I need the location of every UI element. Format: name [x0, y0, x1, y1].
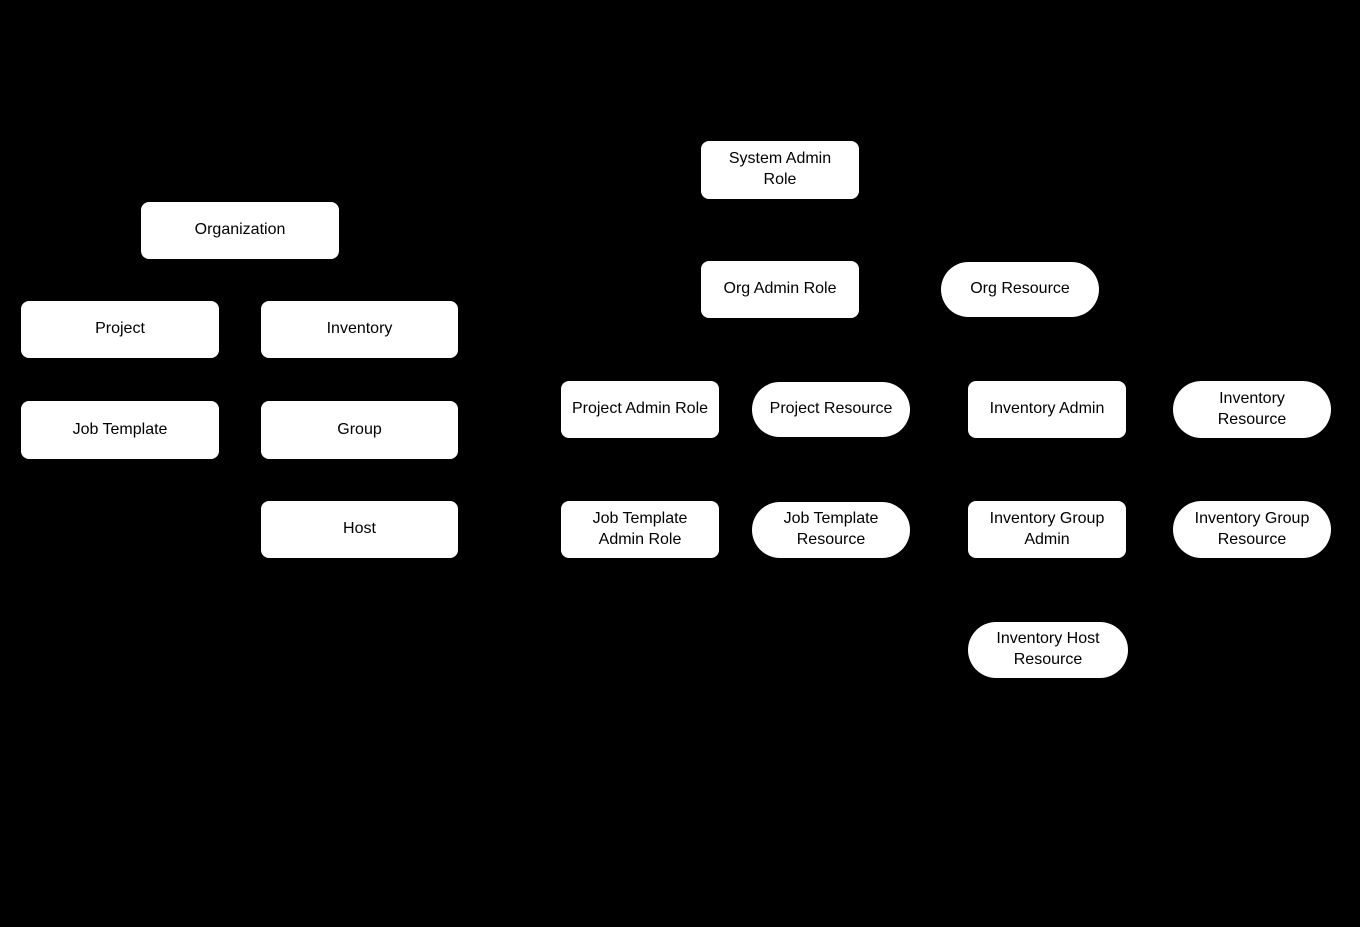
- diagram-node-label: Project Resource: [769, 400, 893, 418]
- diagram-node-job-template: [21, 401, 219, 459]
- diagram-node-inventory-admin: [968, 381, 1126, 438]
- diagram-node-inventory-group-admin: [968, 501, 1126, 558]
- diagram-node-label: Inventory Resource: [1217, 389, 1287, 428]
- diagram-node-label: Inventory Host Resource: [996, 630, 1100, 668]
- diagram-node-job-template-admin-role: [561, 501, 719, 558]
- diagram-node-host: [261, 501, 458, 558]
- diagram-node-project: [21, 301, 219, 358]
- diagram-node-organization: [141, 202, 339, 259]
- diagram-node-org-resource: [941, 262, 1099, 317]
- diagram-node-label: Organization: [194, 221, 286, 239]
- diagram-node-label: Org Resource: [970, 280, 1070, 298]
- diagram-node-label: Inventory: [326, 320, 393, 338]
- diagram-node-system-admin-role: [701, 141, 859, 199]
- diagram-node-inventory-group-resource: [1173, 501, 1331, 558]
- diagram-node-label: Inventory Group Resource: [1194, 509, 1310, 548]
- diagram-node-label: Job Template Resource: [783, 510, 879, 548]
- diagram-node-label: System Admin Role: [728, 150, 832, 188]
- diagram-node-label: Inventory Group Admin: [989, 509, 1105, 548]
- diagram-node-label: Org Admin Role: [723, 280, 837, 298]
- diagram-node-job-template-resource: [752, 502, 910, 558]
- diagram-node-label: Job Template: [72, 420, 168, 438]
- diagram-node-label: Job Template Admin Role: [592, 509, 688, 548]
- diagram-node-inventory-host-resource: [968, 622, 1128, 678]
- diagram-node-label: Inventory Admin: [989, 400, 1105, 418]
- diagram-node-org-admin-role: [701, 261, 859, 318]
- diagram-node-project-admin-role: [561, 381, 719, 438]
- diagram-node-project-resource: [752, 382, 910, 437]
- diagram-node-group: [261, 401, 458, 459]
- diagram-node-label: Project Admin Role: [571, 400, 709, 418]
- diagram-node-label: Project: [95, 320, 145, 338]
- diagram-node-inventory: [261, 301, 458, 358]
- diagram-node-inventory-resource: [1173, 381, 1331, 438]
- diagram-node-label: Host: [343, 520, 376, 538]
- diagram-node-label: Group: [337, 420, 382, 438]
